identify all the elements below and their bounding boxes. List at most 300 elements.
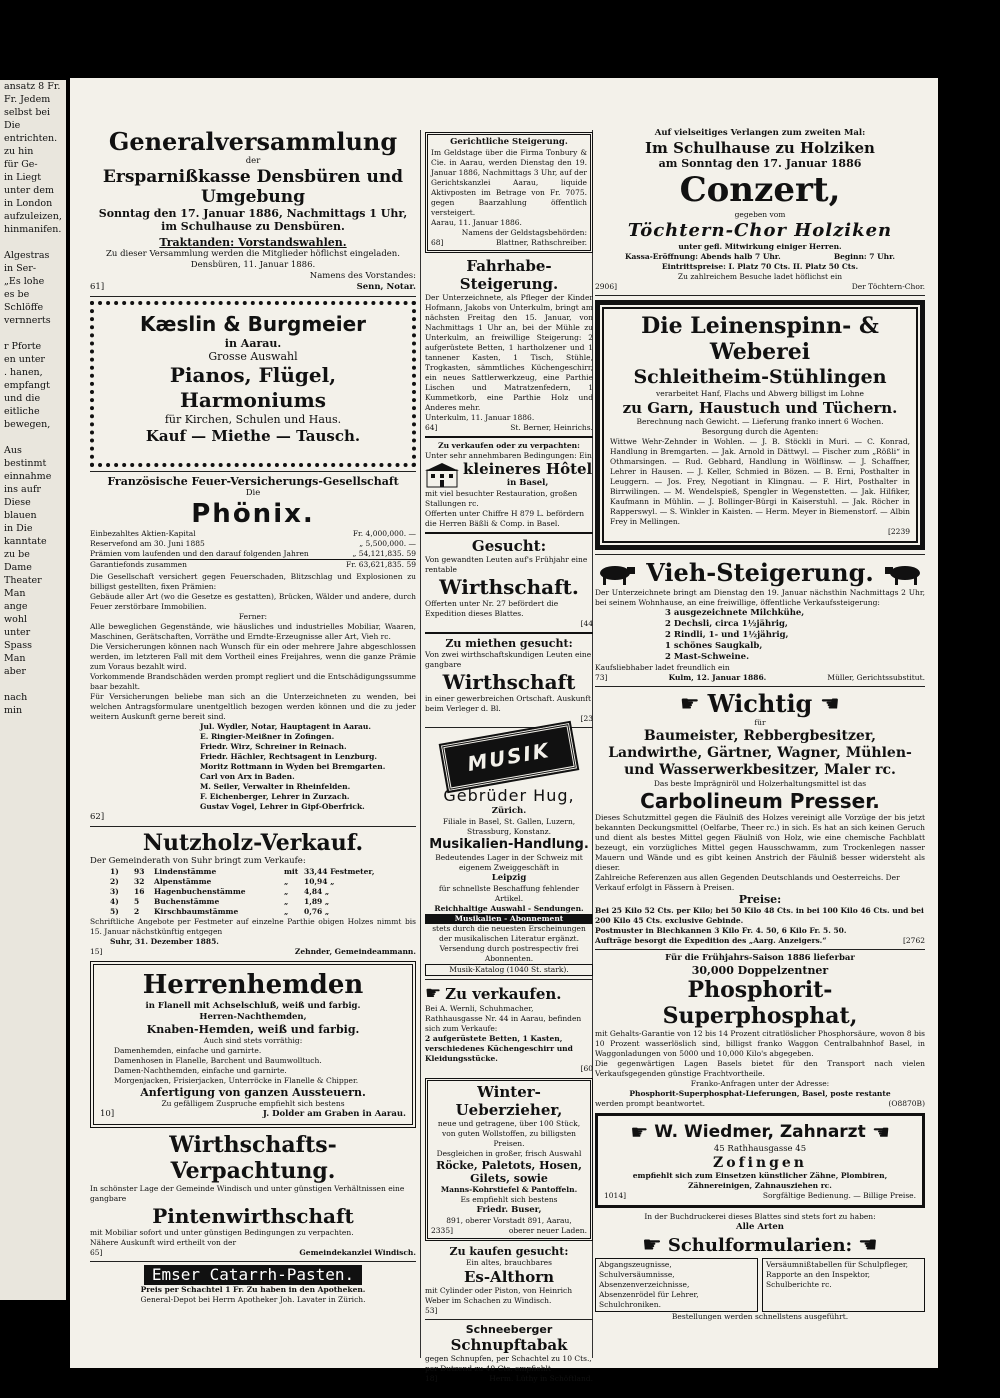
ad-text: Bei A. Wernli, Schuhmacher, Rathhausgasse Nr. 44 in Aarau, befinden sich zum Verkaufe: [425,1004,582,1033]
financials-currency: Fr. [352,529,366,538]
previous-page-edge [0,80,66,1300]
livestock-item: 3 ausgezeichnete Milchkühe, [665,608,805,618]
ad-text: Für die Frühjahrs-Saison 1886 lieferbar [665,953,855,963]
timber-quantity: 5 [134,897,140,906]
ad-date: am Sonntag den 17. Januar 1886 [658,157,862,170]
ad-text: Auf vielseitiges Verlangen zum zweiten Mal: [654,128,866,138]
livestock-item: 2 Rindli, 1- und 1½jährig, [665,630,789,640]
ad-city: Zofingen [713,1155,807,1171]
prev-page-line: wohl [4,614,28,625]
ad-number: 18] [425,1374,438,1383]
ad-text: für Kirchen, Schulen und Haus. [164,413,342,426]
ad-text: gegen Schnupfen, per Schachtel zu 10 Cts., per Dutzend zu 40 Cts. empfiehlt [425,1354,592,1373]
financials-currency: „ [352,549,359,558]
timber-quantity: 93 [134,867,145,876]
prev-page-line: unter dem [4,185,54,196]
ad-text: Vorkommende Brandschäden werden prompt regliert und die Entschädigungssumme baar bezahlt. [90,672,416,691]
ad-phoenix [90,475,416,823]
ad-text: Von zwei wirthschaftskundigen Leuten eine gangbare [425,650,592,669]
ad-signature: Zehnder, Gemeindeammann. [294,947,416,956]
ad-text: Ferner: [238,612,268,621]
ad-text: Manns-Kohrstiefel & Pantoffeln. [440,1185,578,1194]
ad-text: mit viel besuchter Restauration, großen Stallungen rc. [425,489,578,508]
ad-subtitle: Wirthschaft [442,670,576,694]
timber-volume: 4,84 „ [304,887,330,896]
prev-page-line: zu hin [4,146,34,157]
ad-text: Auch sind stets vorräthig: [203,1036,303,1045]
ad-text: verarbeitet Hanf, Flachs und Abwerg billigst im Lohne [656,389,864,398]
ad-text: Filiale in Basel, St. Gallen, Luzern, Strassburg, Konstanz. [442,817,576,836]
ad-number: 61] [90,282,105,292]
ad-text: mit Mobiliar sofort und unter günstigen Bedingungen zu verpachten. [90,1228,354,1237]
ad-title: Herrenhemden [142,970,364,1000]
pointing-hand-icon: ☛ [679,691,700,717]
financials-currency: „ [359,539,366,548]
ad-carbolineum [595,690,925,946]
prev-page-line: nach [4,692,28,703]
ad-text: Bestellungen werden schnellstens ausgeführt. [671,1312,849,1321]
ad-text: der [245,156,261,166]
financials-row [90,549,416,559]
ad-text: Von gewandten Leuten auf's Frühjahr eine rentable [425,555,588,574]
timber-index: 2) [110,877,119,886]
ad-city: Zürich. [491,806,527,816]
ad-text: Beginn: 7 Uhr. [833,252,895,261]
form-item: Versäumnißtabellen für Schulpfleger, [766,1260,909,1269]
ad-text: Franko-Anfragen unter der Adresse: [690,1079,830,1088]
timber-volume: 1,89 „ [304,897,330,906]
prev-page-line: es be [4,289,30,300]
ad-place: im Schulhause zu Densbüren. [161,220,345,233]
ad-vieh-steigerung [595,558,925,683]
ad-number: 68] [431,238,444,247]
prev-page-line: bewegen, [4,419,51,430]
ad-leinenweberei [595,300,925,550]
timber-quantity: 2 [134,907,140,916]
prev-page-line: ansatz 8 Fr. [4,81,61,92]
ad-zu-miethen [425,637,593,724]
prev-page-line: und die [4,393,41,404]
prev-page-line: in Die [4,523,33,534]
ad-title: W. Wiedmer, Zahnarzt [654,1122,866,1142]
timber-quantity: 16 [134,887,145,896]
ad-signature: Herm. Lüthy in Schöftland. [489,1374,593,1383]
ad-title: Kæslin & Burgmeier [139,312,367,336]
prev-page-line: aber [4,666,26,677]
ad-hotel [425,441,593,529]
prev-page-line: zu be [4,549,30,560]
ad-kaeslin-burgmeier [90,301,416,467]
prev-page-line: aufzuleizen, [4,211,62,222]
ad-text: Herren-Nachthemden, [199,1012,307,1022]
ad-text: zu Garn, Haustuch und Tüchern. [622,399,898,417]
form-item: Schulberichte rc. [766,1280,832,1289]
pointing-hand-icon: ☛ [630,1120,649,1144]
ad-text: Knaben-Hemden, weiß und farbig. [146,1023,360,1036]
forms-list [762,1258,925,1312]
ad-text: Preis per Schachtel 1 Fr. Zu haben in den Apotheken. [140,1285,366,1294]
ad-text: empfiehlt sich zum Einsetzen künstlicher Zähne, Plombiren, Zähnereinigen, Zahnausziehen rc. [632,1171,888,1190]
prev-page-line: ins aufr [4,484,41,495]
ad-subtitle: Pintenwirthschaft [152,1204,354,1228]
ad-number: 10] [100,1109,115,1119]
prev-page-line: Theater [4,575,42,586]
agent-line: Jul. Wydler, Notar, Hauptagent in Aarau. [200,722,371,731]
ad-text: Alle beweglichen Gegenstände, wie häusliches und industrielles Mobiliar, Waaren, Maschinen, Gerätschaften, Vorräthe und Erndte-Erzeugnisse aller Art, Vieh rc. [90,622,416,641]
ad-city: in Aarau. [224,337,282,350]
prev-page-line: . hanen, [4,367,43,378]
ad-text: Zu gefälligem Zuspruche empfiehlt sich bestens [161,1099,345,1108]
ad-title: Schulformularien: [667,1234,853,1256]
form-item: Rapporte an den Inspektor, [766,1270,871,1279]
prev-page-line [2,431,66,444]
ad-nutzholz [90,830,416,957]
financials-value [353,529,416,539]
timber-index: 3) [110,887,119,896]
forms-list [595,1258,758,1312]
ad-subtitle: Röcke, Paletots, Hosen, Gilets, sowie [436,1159,582,1185]
timber-volume: 0,76 „ [304,907,330,916]
item-line: Damenhosen in Flanelle, Barchent und Baumwolltuch. [114,1056,322,1065]
ad-title: Gebrüder Hug, [443,786,575,805]
timber-row [90,907,416,917]
prev-page-line: Man [4,588,26,599]
timber-unit: mit [284,867,299,876]
ad-text: werden prompt beantwortet. [595,1099,706,1108]
prev-page-line: en unter [4,354,45,365]
ad-date: Kulm, 12. Januar 1886. [668,673,767,682]
ad-number: [2762 [902,936,925,945]
ad-signature: Senn, Notar. [356,282,416,292]
ad-number: [60 [580,1064,593,1073]
ad-text: Berechnung nach Gewicht. — Lieferung franko innert 6 Wochen. [636,417,884,426]
financials-value [346,560,416,570]
ad-text: Der Gemeinderath von Suhr bringt zum Verkaufe: [90,856,306,866]
ad-title: Die Leinenspinn- & Weberei [641,313,879,365]
item-line: Damenhemden, einfache und garnirte. [114,1046,262,1055]
timber-row [90,867,416,877]
ad-text: Kaufsliebhaber ladet freundlich ein [595,663,730,672]
prev-page-line: ange [4,601,28,612]
timber-index: 4) [110,897,119,906]
ad-text: Ein altes, brauchbares [466,1258,552,1267]
prev-page-line: eitliche [4,406,40,417]
ad-text: Für Versicherungen beliebe man sich an die Unterzeichneten zu wenden, bei welchen Antragsformulare unentgeltlich bezogen werden können und die zu jeder weitern Auskunft gerne bereit sind. [90,692,416,721]
cow-icon [595,561,639,585]
ad-title: Vieh-Steigerung. [646,558,874,587]
cow-icon [881,561,925,585]
ad-subtitle: Es-Althorn [463,1268,555,1286]
ad-text: General-Depot bei Herrn Apotheker Joh. Lavater in Zürich. [140,1295,366,1304]
ad-subtitle: kleineres Hôtel [463,460,593,478]
ad-zu-verkaufen [425,983,593,1074]
agent-line: F. Eichenberger, Lehrer in Zurzach. [200,792,350,801]
livestock-item: 2 Dechsli, circa 1½jährig, [665,619,788,629]
ad-text: Dieses Schutzmittel gegen die Fäulniß des Holzes vereinigt alle Vorzüge der bis jetzt bekannten Deckungsmittel (Oelfarbe, Theer rc.) in sich. Es hat an sich keinen Geruch und dient als bestes Mittel gegen Fäulniß von Holz, wie eine chemische Fachblatt bezeugt, ein vorzügliches Mittel gegen Hausschwamm, zum Trockenlegen nasser Mauern und Wände und es gibt keinen Anstrich der Fäulniß besser widersteht als dieser. [595,813,925,872]
prev-page-line: selbst bei [4,107,51,118]
item-line: Damen-Nachthemden, einfache und garnirte. [114,1066,287,1075]
ad-subtitle: Schnupftabak [450,1336,568,1354]
timber-table [90,867,416,917]
ad-number: 2906] [595,282,618,291]
financials-label: Reservefond am 30. Juni 1885 [90,539,205,548]
ad-schnupftabak [425,1323,593,1384]
ad-text: Musik-Katalog (1040 St. stark). [425,964,593,976]
ad-conzert [595,128,925,292]
financials-row [90,529,416,539]
ad-number: 62] [90,812,105,822]
ad-title: Gesucht: [471,537,547,555]
ad-date: Densbüren, 11. Januar 1886. [190,260,316,270]
ad-signature: J. Dolder am Graben in Aarau. [262,1109,406,1119]
prev-page-line: kanntate [4,536,47,547]
ad-text: für [754,718,766,727]
ad-subtitle: Wirthschaft. [439,575,579,599]
financials-currency: Fr. [346,560,359,569]
ad-text: 2 aufgerüstete Betten, 1 Kasten, verschiedenes Küchengeschirr und Kleidungsstücke. [425,1034,573,1063]
ad-text: Besorgung durch die Agenten: [701,427,819,436]
prev-page-line: einnahme [4,471,52,482]
ad-text: In schönster Lage der Gemeinde Windisch und unter günstigen Verhältnissen eine gangbare [90,1184,405,1203]
column-rule [420,130,421,1358]
financials-label: Einbezahltes Aktien-Kapital [90,529,196,538]
ad-subtitle: Musikalien-Handlung. [429,837,589,852]
ad-text: Namens der Geldstagsbehörden: [461,228,587,237]
financials-label: Garantiefonds zusammen [90,560,187,569]
prev-page-line: in London [4,198,53,209]
ad-number: [23 [580,714,593,723]
financials-total-row [90,559,416,570]
ad-text: Der Unterzeichnete, als Pfleger der Kinder Hofmann, Jakobs von Unterkulm, bringt am nächsten Freitag den 15. Januar, von Nachmittags 1 Uhr an, bei der Mühle zu Unterkulm, an freiwillige Steigerung: 2 aufgerüstete Betten, 1 hartholzener und 1 tannener Kasten, 1 Tisch, Stühle, Trogkasten, sämmtliches Küchengeschirr, ein neues Sattlerwerkzeug, eine Parthie Lischen und Matratzenfedern, 1 Kummetkorb, eine Parthie Holz und Anderes mehr. [425,293,593,412]
ad-text: Sorgfältige Bedienung. — Billige Preise. [762,1191,916,1200]
agents-list: Wittwe Wehr-Zehnder in Wohlen. — J. B. Stöckli in Muri. — C. Konrad, Handlung in Bremgarten. — Jak. Arnold in Dättwyl. — Fischer zum „Rößli“ in Othmarsingen. — Rud. Gebhard, Handlung in Wölflinsw. — J. Schaffner, Lehrer in Hausen. — J. Keller, Schmied in Bözen. — B. Erni, Posthalter in Leuggern. — Jos. Frey, Negotiant in Klingnau. — F. Hirt, Posthalter in Birrwilingen. — M. Wendelspieß, Spengler in Wegenstetten. — Jak. Hilfiker, Kaufmann in Mühlin. — J. Bollinger-Bürgi in Kaiserstuhl. — Jak. Röcher in Rapperswyl. — S. Winkler in Kaisten. — Herm. Meyer in Biemenstorf. — Albin Frey in Mellingen. [610,437,910,526]
ad-agenda: Traktanden: Vorstandswahlen. [159,236,347,249]
prev-page-line: blauen [4,510,37,521]
prev-page-line: Aus [4,445,22,456]
timber-quantity: 32 [134,877,145,886]
ad-address: oberer neuer Laden. [508,1226,587,1235]
form-item: Absenzenrödel für Lehrer, [599,1290,699,1299]
ad-text: in einer gewerbreichen Ortschaft. Auskunft beim Verleger d. Bl. [425,694,592,713]
ad-number: 15] [90,947,103,956]
item-line: Morgenjacken, Frisierjacken, Unterröcke in Flanelle & Chipper. [114,1076,359,1085]
ad-text: für schnellste Beschaffung fehlender Artikel. [438,884,580,903]
prev-page-line: unter [4,627,31,638]
ad-heading: Französische Feuer-Versicherungs-Gesellschaft [107,475,399,488]
ad-title: Phönix. [191,499,315,529]
ad-text: Aufträge besorgt die Expedition des „Aarg. Anzeigers.“ [595,936,827,945]
ad-number: (O8870B) [888,1099,925,1108]
ad-text: unter gefl. Mitwirkung einiger Herren. [678,242,842,251]
ad-text: Die Versicherungen können nach Wunsch für ein oder mehrere Jahre abgeschlossen werden, im letzteren Fall mit dem Vortheil eines Freijahres, wenn die ganze Prämie zum Voraus bezahlt wird. [90,642,416,671]
ad-text: gegeben vom [734,210,786,219]
ad-text: Musikalien - Abonnement [425,914,593,924]
ad-text: Unter sehr annehmbaren Bedingungen: Ein [425,451,592,460]
ad-title: Nutzholz-Verkauf. [142,830,364,856]
form-item: Schulversäumnisse, [599,1270,675,1279]
ad-services: Kauf — Miethe — Tausch. [145,427,361,445]
ad-text: Alle Arten [735,1222,784,1232]
ad-text: stets durch die neuesten Erscheinungen der musikalischen Literatur ergänzt. [432,924,586,943]
ad-number: 73] [595,673,608,682]
ad-number: 53] [425,1306,438,1315]
ad-text: Zu zahlreichem Besuche ladet höflichst ein [677,272,843,281]
ad-gerichtliche-steigerung [425,132,593,253]
ad-text: Zahlreiche Referenzen aus allen Gegenden Deutschlands und Oesterreichs. Der Verkauf erfolgt in Fässern à Preisen. [595,873,900,892]
ad-number: 2335] [431,1226,454,1235]
items-list [100,1046,406,1086]
financials-table [90,529,416,570]
hotel-icon [425,462,459,488]
prev-page-line: in Ser- [4,263,37,274]
pointing-hand-icon: ☛ [820,691,841,717]
financials-row [90,539,416,549]
ad-text: Offerten unter Chiffre H 879 L. befördern die Herren Bäßli & Comp. in Basel. [425,509,585,528]
pointing-hand-icon: ☛ [871,1120,890,1144]
form-item: Abgangszeugnisse, [599,1260,672,1269]
ad-subtitle: Ersparnißkasse Densbüren und Umgebung [102,167,404,207]
ad-gesucht [425,537,593,629]
prev-page-line: für Ge- [4,159,38,170]
timber-item: Alpenstämme [154,877,212,886]
ad-text: Schriftliche Angebote per Festmeter auf einzelne Parthie obigen Holzes nimmt bis 15. Januar nächstkünftig entgegen [90,917,416,936]
ad-text: Zu dieser Versammlung werden die Mitglieder höflichst eingeladen. [106,249,400,259]
ad-subtitle: Töchtern-Chor Holziken [627,220,893,241]
ad-text: Es empfiehlt sich bestens [460,1195,558,1204]
ad-text: Kassa-Eröffnung: Abends halb 7 Uhr. [625,252,781,261]
prev-page-line: hinmanifen. [4,224,62,235]
ad-text: neue und getragene, über 100 Stück, von guten Wollstoffen, zu billigsten Preisen. [437,1119,581,1148]
pointing-hand-icon: ☛ [425,983,442,1004]
ad-address: Phosphorit-Superphosphat-Lieferungen, Basel, poste restante [629,1089,891,1098]
ad-city: in Basel, [506,478,549,488]
ad-number: 1014] [604,1191,627,1200]
ad-text: Die [245,488,261,498]
ad-phosphorit [595,953,925,1109]
ad-generalversammlung [90,128,416,293]
ad-text: mit Cylinder oder Piston, von Heinrich Weber im Schachen zu Windisch. [425,1286,573,1305]
ad-text: Im Geldstage über die Firma Tonbury & Cie. in Aarau, werden Dienstag den 19. Januar 1886, Nachmittags 3 Uhr, auf der Gerichtskanzlei Aarau, liquide Aktivposten im Betrage von Fr. 7075. gegen Baarzahlung öffentlich versteigert. [431,148,587,217]
prev-page-line [2,717,66,730]
ad-text: Bedeutendes Lager in der Schweiz mit eigenem Zweiggeschäft in [435,853,583,872]
ad-city: Leipzig [491,873,527,883]
ad-title: Conzert, [679,170,841,210]
ad-text: mit Gehalts-Garantie von 12 bis 14 Prozent citratlöslicher Phosphorsäure, wovon 8 bis 10 Prozent wasserlöslich sind, billigst franko Waggon Centralbahnhof Basel, in Waggonladungen von 5000 und 10,000 Kilo's abgegeben. [595,1029,925,1058]
timber-index: 1) [110,867,119,876]
prev-page-line: vernnerts [4,315,51,326]
prev-page-line: bestinmt [4,458,47,469]
ad-signature: Der Töchtern-Chor. [851,282,925,291]
timber-row [90,877,416,887]
ad-title: Zu kaufen gesucht: [449,1245,569,1258]
prev-page-line: Fr. Jedem [4,94,51,105]
prev-page-line: Die [4,120,21,131]
prev-page-line: empfangt [4,380,50,391]
agent-line: Gustav Vogel, Lehrer in Gipf-Oberfrick. [200,802,365,811]
ad-price: Eintrittspreise: I. Platz 70 Cts. II. Platz 50 Cts. [661,262,859,271]
ad-number: 64] [425,423,438,432]
ad-musik [425,734,593,780]
timber-unit: „ [284,887,289,896]
ad-schulformularien [595,1212,925,1322]
timber-unit: „ [284,897,289,906]
ad-text: in Flanell mit Achselschluß, weiß und farbig. [145,1001,361,1011]
prev-page-line [2,678,66,691]
prev-page-line: in Liegt [4,172,42,183]
ad-title: Wirthschafts-Verpachtung. [169,1132,337,1184]
ad-title: Fahrhabe-Steigerung. [459,257,559,293]
ad-price: Bei 25 Kilo 52 Cts. per Kilo; bei 50 Kilo 48 Cts. in bei 100 Kilo 46 Cts. und bei 200 Kilo 45 Cts. exclusive Gebinde. [595,906,924,925]
prev-page-line: r Pforte [4,341,42,352]
agent-line: Friedr. Wirz, Schreiner in Reinach. [200,742,347,751]
ad-date: Unterkulm, 11. Januar 1886. [425,413,535,422]
prev-page-line: Spass [4,640,33,651]
ad-address: 891, oberer Vorstadt 891, Aarau, [446,1216,572,1225]
ad-fahrhabe [425,257,593,433]
timber-unit: „ [284,907,289,916]
ad-text: Gebäude aller Art (wo die Gesetze es gestatten), Brücken, Wälder und andere, durch Feuer zerstörbare Immobilien. [90,592,416,611]
agent-line: M. Seiler, Verwalter in Rheinfelden. [200,782,351,791]
ad-title: Zu verkaufen oder zu verpachten: [438,441,580,450]
prev-page-line [2,327,66,340]
ad-quantity: 30,000 Doppelzentner [691,964,829,977]
ad-text: Reichhaltige Auswahl - Sendungen. [434,904,584,913]
form-item: Absenzenverzeichnisse, [599,1280,690,1289]
agent-line: Moritz Rottmann in Wyden bei Bremgarten. [200,762,386,771]
financials-amount: 63,621,835. 59 [358,560,416,569]
timber-item: Lindenstämme [154,867,217,876]
ad-signature: Friedr. Buser, [476,1205,542,1215]
ad-signature: Blattner, Rathschreiber. [495,238,587,247]
ad-number: [44 [580,619,593,628]
timber-index: 5) [110,907,119,916]
prev-page-line [2,236,66,249]
livestock-item: 1 schönes Saugkalb, [665,641,763,651]
ad-number: [2239 [887,527,910,536]
ad-title: Zu miethen gesucht: [445,637,573,650]
timber-volume: 33,44 Festmeter, [304,867,375,876]
ad-title: Gerichtliche Steigerung. [450,137,568,147]
ad-place: Im Schulhause zu Holziken [645,139,875,157]
ad-products: Pianos, Flügel, Harmoniums [169,363,337,412]
prev-page-line: Man [4,653,26,664]
pointing-hand-icon: ☛ [858,1233,878,1258]
ad-title: Emser Catarrh-Pasten. [144,1265,362,1285]
agent-line: Carl von Arx in Baden. [200,772,295,781]
ad-subtitle: Schleitheim-Stühlingen [633,366,887,388]
ad-product: Carbolineum Presser. [640,789,880,813]
agent-line: Friedr. Hächler, Rechtsagent in Lenzburg. [200,752,377,761]
ad-signature: St. Berner, Heinrichs. [510,423,593,432]
timber-volume: 10,94 „ [304,877,335,886]
timber-item: Kirschbaumstämme [154,907,239,916]
prev-page-line: min [4,705,23,716]
agent-line: E. Ringier-Meißner in Zofingen. [200,732,335,741]
ad-date: Suhr, 31. Dezember 1885. [110,937,219,946]
financials-amount: 54,121,835. 59 [358,549,416,558]
ad-wirthschafts-verpachtung [90,1132,416,1258]
ad-title: Zu verkaufen. [445,984,562,1003]
ad-text: Anfertigung von ganzen Aussteuern. [140,1086,366,1099]
ad-text: Das beste Imprägniröl und Holzerhaltungsmittel ist das [653,779,867,788]
prev-page-line: „Es lohe [4,276,45,287]
prev-page-line: Diese [4,497,31,508]
ad-date: Sonntag den 17. Januar 1886, Nachmittags 1 Uhr, [98,207,408,220]
column-2 [425,128,593,1384]
ad-text: Offerten unter Nr. 27 befördert die Expedition dieses Blattes. [425,599,559,618]
financials-amount: 5,500,000. — [365,539,416,548]
ad-text: Der Unterzeichnete bringt am Dienstag den 19. Januar nächsthin Nachmittags 2 Uhr, bei seinem Wohnhause, an eine freiwillige, öffentliche Verkaufssteigerung: [595,588,925,607]
